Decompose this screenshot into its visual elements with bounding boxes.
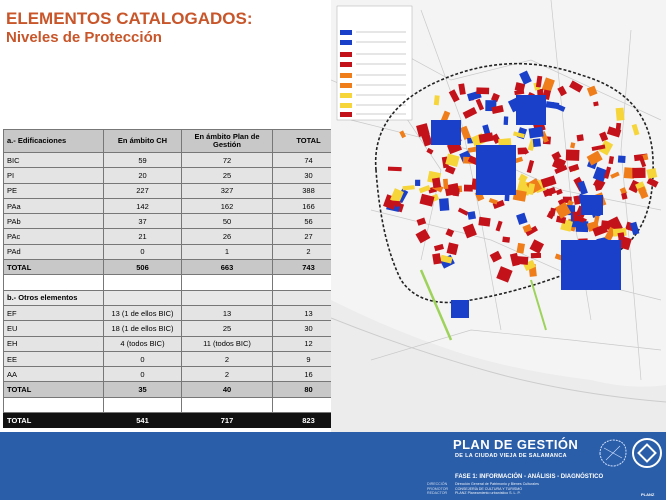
- map-building-block: [434, 95, 440, 105]
- map-building-block: [616, 108, 625, 121]
- table-row-cell: 25: [182, 168, 273, 183]
- table-row-cell: EE: [4, 351, 104, 366]
- table-row-cell: 162: [182, 198, 273, 213]
- table-row-cell: EU: [4, 321, 104, 336]
- table-row-cell: PAb: [4, 214, 104, 229]
- table-row-cell: 1: [182, 244, 273, 259]
- table-row-cell: 27: [273, 229, 345, 244]
- banner-phase: FASE 1: INFORMACIÓN - ANÁLISIS - DIAGNÓSTICO: [455, 474, 604, 480]
- banner-title: PLAN DE GESTIÓN: [453, 437, 579, 452]
- map-building-block: [502, 237, 510, 243]
- table-spacer-row-cell: [104, 397, 182, 412]
- table-row-cell: 0: [104, 244, 182, 259]
- table-row-cell: 37: [104, 214, 182, 229]
- table-spacer-row: [4, 397, 345, 412]
- map-building-block: [431, 120, 461, 145]
- map-building-block: [566, 149, 580, 160]
- table-row-cell: 12: [273, 336, 345, 351]
- protection-levels-table: [3, 129, 345, 428]
- table-row-cell: 0: [104, 351, 182, 366]
- table-total-row-cell: TOTAL: [4, 382, 104, 397]
- map-building-block: [415, 180, 420, 186]
- table-total-row-cell: 35: [104, 382, 182, 397]
- map-building-block: [632, 168, 645, 179]
- table-header-row-cell: En ámbito CH: [104, 130, 182, 153]
- table-row: [4, 214, 345, 229]
- table-total-row-cell: 40: [182, 382, 273, 397]
- table-total-row-cell: TOTAL: [4, 260, 104, 275]
- title-line-1: ELEMENTOS CATALOGADOS:: [6, 9, 253, 28]
- map-building-block: [646, 168, 657, 179]
- map-building-block: [504, 116, 509, 125]
- world-heritage-emblem-icon: [630, 436, 664, 470]
- table-row: [4, 168, 345, 183]
- table-grand-total-row: [4, 413, 345, 428]
- table-row-cell: AA: [4, 367, 104, 382]
- table-row-cell: 59: [104, 153, 182, 168]
- table-spacer-row-cell: [182, 397, 273, 412]
- table-row: [4, 336, 345, 351]
- table-row: [4, 305, 345, 320]
- map-building-block: [467, 211, 476, 220]
- table-row-cell: 2: [273, 244, 345, 259]
- table-row-cell: 26: [182, 229, 273, 244]
- table-row: [4, 229, 345, 244]
- section-b-empty: [182, 290, 273, 305]
- table-total-row-cell: 663: [182, 260, 273, 275]
- map-building-block: [531, 253, 541, 258]
- table-row-cell: 13 (1 de ellos BIC): [104, 305, 182, 320]
- table-row-cell: 388: [273, 183, 345, 198]
- table-row-cell: PAa: [4, 198, 104, 213]
- table-row-cell: 30: [273, 321, 345, 336]
- map-building-block: [533, 138, 541, 147]
- table-spacer-row: [4, 275, 345, 290]
- map-building-block: [618, 155, 626, 163]
- table-total-row-cell: 80: [273, 382, 345, 397]
- map-building-block: [581, 195, 603, 215]
- map-building-block: [453, 188, 460, 196]
- map-building-block: [388, 167, 402, 172]
- map-building-block: [432, 253, 441, 264]
- table-row: [4, 351, 345, 366]
- table-total-row: [4, 382, 345, 397]
- table-row-cell: 18 (1 de ellos BIC): [104, 321, 182, 336]
- table-row-cell: 227: [104, 183, 182, 198]
- table-row-cell: PE: [4, 183, 104, 198]
- table-grand-total-row-cell: TOTAL: [4, 413, 104, 428]
- banner-credits: DIRECCIÓN Dirección General de Patrimonio y Bienes Culturales PROMOTOR CONSEJERÍA DE CULTURA Y TURISMO REDACTOR PLANZ Planeamiento urbanístico S. L. P.: [427, 482, 539, 496]
- table-spacer-row-cell: [182, 275, 273, 290]
- map-building-block: [390, 200, 401, 206]
- table-spacer-row-cell: [4, 397, 104, 412]
- table-row: [4, 367, 345, 382]
- table-total-row-cell: 506: [104, 260, 182, 275]
- table-header-row-cell: En ámbito Plan de Gestión: [182, 130, 273, 153]
- map-building-block: [476, 145, 516, 195]
- table-row-cell: PAc: [4, 229, 104, 244]
- banner-subtitle: DE LA CIUDAD VIEJA DE SALAMANCA: [455, 453, 567, 459]
- map-building-block: [529, 127, 544, 139]
- map-building-block: [616, 123, 622, 132]
- table-row: [4, 321, 345, 336]
- table-total-row: [4, 260, 345, 275]
- table-row-cell: EH: [4, 336, 104, 351]
- table-row-cell: BIC: [4, 153, 104, 168]
- table-row-cell: 0: [104, 367, 182, 382]
- table-row-cell: 2: [182, 367, 273, 382]
- table-header-row-cell: a.- Edificaciones: [4, 130, 104, 153]
- salamanca-map: [331, 0, 666, 432]
- table-grand-total-row-cell: 541: [104, 413, 182, 428]
- table-row-cell: 166: [273, 198, 345, 213]
- map-building-block: [478, 217, 490, 227]
- map-building-block: [561, 240, 621, 290]
- map-building-block: [577, 134, 584, 141]
- table-row-cell: 2: [182, 351, 273, 366]
- table-row-cell: 25: [182, 321, 273, 336]
- table-row: [4, 153, 345, 168]
- table-grand-total-row-cell: 823: [273, 413, 345, 428]
- page-title: [6, 8, 253, 48]
- map-building-block: [476, 87, 489, 94]
- map-building-block: [432, 178, 441, 189]
- city-outline-icon: [596, 436, 630, 470]
- table-row-cell: 11 (todos BIC): [182, 336, 273, 351]
- title-line-2: Niveles de Protección: [6, 29, 162, 47]
- table-header-row-cell: TOTAL: [273, 130, 345, 153]
- table-row-cell: 4 (todos BIC): [104, 336, 182, 351]
- table-row: [4, 183, 345, 198]
- table-row-cell: 9: [273, 351, 345, 366]
- table-row-cell: 56: [273, 214, 345, 229]
- table-row-cell: PAd: [4, 244, 104, 259]
- map-building-block: [443, 179, 448, 189]
- table-spacer-row-cell: [104, 275, 182, 290]
- map-building-block: [593, 101, 599, 106]
- table-spacer-row-cell: [4, 275, 104, 290]
- table-row-cell: PI: [4, 168, 104, 183]
- table-row: [4, 244, 345, 259]
- table-row-cell: 30: [273, 168, 345, 183]
- table-total-row-cell: 743: [273, 260, 345, 275]
- table-row-cell: 20: [104, 168, 182, 183]
- section-b-header: [4, 290, 345, 305]
- section-b-empty: [104, 290, 182, 305]
- table-row-cell: 16: [273, 367, 345, 382]
- table-row-cell: 142: [104, 198, 182, 213]
- table-row: [4, 198, 345, 213]
- map-building-block: [516, 95, 546, 125]
- table-row-cell: 74: [273, 153, 345, 168]
- map-building-block: [451, 300, 469, 318]
- table-row-cell: 50: [182, 214, 273, 229]
- table-row-cell: 327: [182, 183, 273, 198]
- table-row-cell: 13: [273, 305, 345, 320]
- table-grand-total-row-cell: 717: [182, 413, 273, 428]
- table-row-cell: 13: [182, 305, 273, 320]
- section-b-label: b.- Otros elementos: [4, 290, 104, 305]
- planz-logo: PLANZ: [641, 492, 655, 497]
- table-row-cell: 72: [182, 153, 273, 168]
- table-row-cell: 21: [104, 229, 182, 244]
- map-building-block: [439, 198, 449, 211]
- table-row-cell: EF: [4, 305, 104, 320]
- table-header-row: [4, 130, 345, 153]
